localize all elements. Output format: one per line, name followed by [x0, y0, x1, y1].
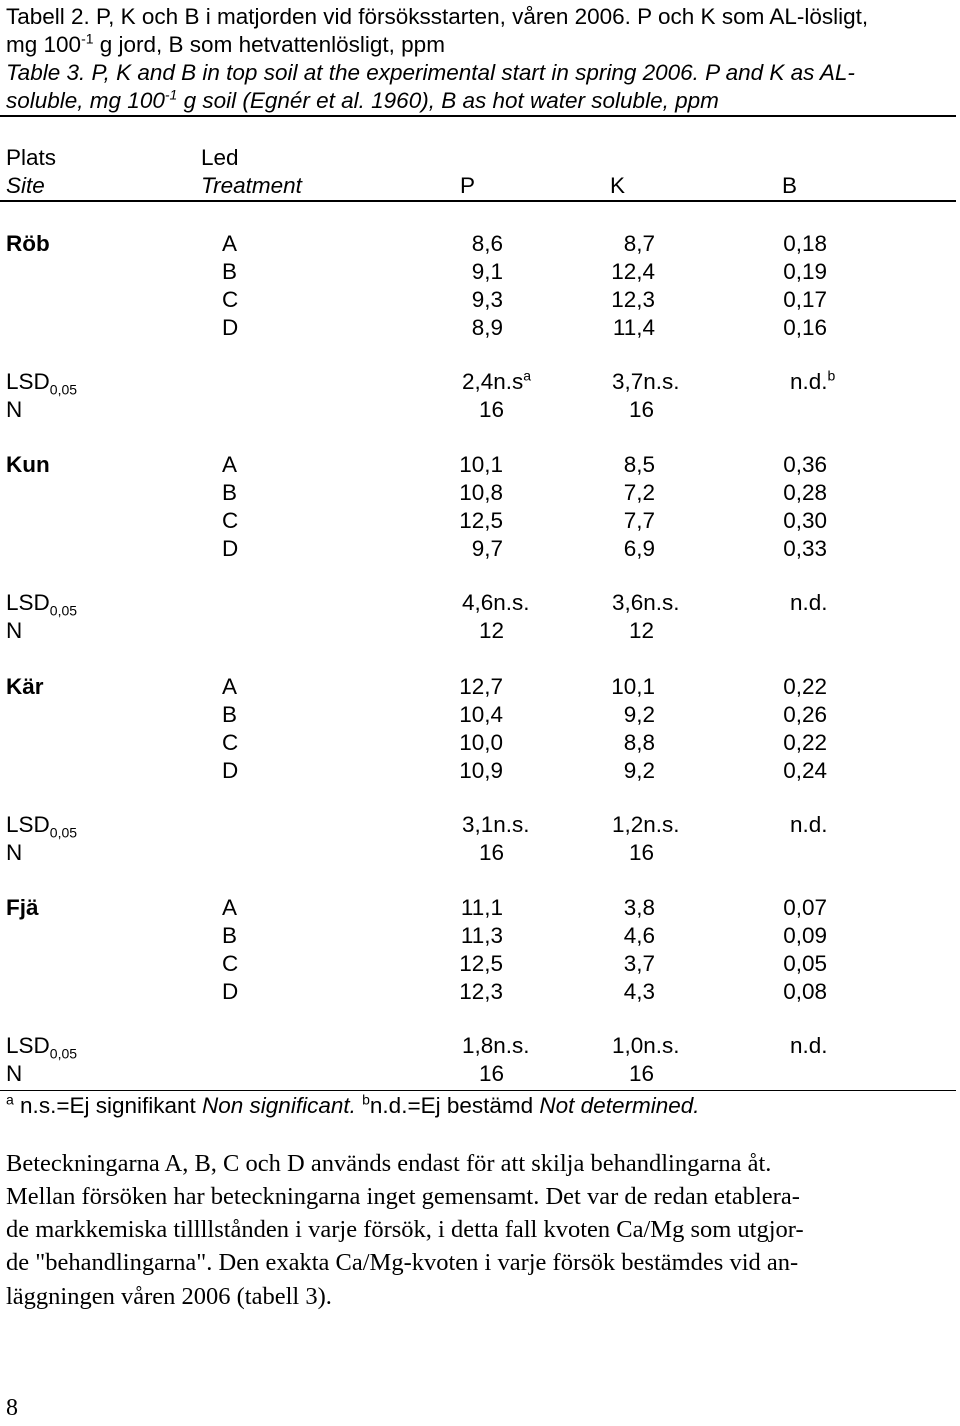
cell-b: 0,17	[783, 287, 827, 312]
n-p: 12	[479, 618, 505, 643]
treatment-label: B	[222, 259, 238, 284]
cell-p: 11,3	[460, 923, 503, 948]
cell-p: 12,7	[459, 674, 503, 699]
paragraph-line-4: de "behandlingarna". Den exakta Ca/Mg-kvoten i varje försök bestämdes vid an-	[6, 1249, 799, 1276]
cell-p: 9,7	[471, 536, 503, 561]
cell-b: 0,16	[783, 315, 827, 340]
cell-b: 0,36	[783, 452, 827, 477]
caption-en-line2: soluble, mg $100^{-1}$ g soil (Egnér et al. 1960), B as hot water soluble, ppm	[6, 86, 719, 113]
site-name: Röb	[6, 231, 50, 256]
cell-b: 0,30	[783, 508, 827, 533]
treatment-label: A	[222, 231, 238, 256]
cell-p: 9,3	[471, 287, 503, 312]
lsd-label: $LSD_{0,05}$	[6, 590, 78, 619]
footnote: $^a$ n.s.=Ej signifikant Non significant. $^b$n.d.=Ej bestämd Not determined.	[6, 1091, 700, 1118]
cell-b: 0,22	[783, 674, 827, 699]
treatment-label: D	[222, 979, 239, 1004]
paragraph-line-3: de markkemiska tillllstånden i varje försök, i detta fall kvoten Ca/Mg som utgjor-	[6, 1216, 804, 1243]
site-name: Kun	[6, 452, 50, 477]
cell-p: 12,5	[459, 508, 503, 533]
cell-k: 7,2	[623, 480, 655, 505]
lsd-b: n.d.	[790, 590, 828, 615]
caption-sv-line2: mg $100^{-1}$ g jord, B som hetvattenlösligt, ppm	[6, 30, 445, 57]
bottom-rule	[0, 1090, 956, 1091]
cell-k: 10,1	[611, 674, 655, 699]
treatment-label: A	[222, 895, 238, 920]
treatment-label: C	[222, 730, 239, 755]
cell-p: 10,8	[459, 480, 503, 505]
cell-b: 0,08	[783, 979, 827, 1004]
cell-k: 12,4	[611, 259, 655, 284]
cell-k: 3,7	[623, 951, 655, 976]
cell-p: 10,9	[459, 758, 503, 783]
n-label: N	[6, 1061, 23, 1086]
n-p: 16	[479, 1061, 505, 1086]
caption-sv-line1: Tabell 2. P, K och B i matjorden vid försöksstarten, våren 2006. P och K som AL-lösligt,	[6, 4, 869, 29]
treatment-label: B	[222, 480, 238, 505]
n-p: 16	[479, 397, 505, 422]
header-treatment-en: Treatment	[201, 173, 302, 198]
top-rule	[0, 115, 956, 117]
cell-b: 0,24	[783, 758, 827, 783]
cell-p: 11,1	[460, 895, 503, 920]
cell-p: 12,5	[459, 951, 503, 976]
header-k: K	[610, 173, 626, 198]
cell-b: 0,07	[783, 895, 827, 920]
lsd-k: 1,2n.s.	[612, 812, 680, 837]
header-b: B	[782, 173, 798, 198]
lsd-p: 3,1n.s.	[462, 812, 530, 837]
treatment-label: B	[222, 702, 238, 727]
cell-k: 4,3	[623, 979, 655, 1004]
treatment-label: D	[222, 536, 239, 561]
cell-k: 9,2	[623, 758, 655, 783]
lsd-p: 1,8n.s.	[462, 1033, 530, 1058]
cell-k: 12,3	[611, 287, 655, 312]
lsd-p: 4,6n.s.	[462, 590, 530, 615]
lsd-b: n.d.$^b$	[790, 367, 836, 394]
lsd-k: 3,7n.s.	[612, 369, 680, 394]
header-site-en: Site	[6, 173, 45, 198]
cell-b: 0,19	[783, 259, 827, 284]
cell-b: 0,18	[783, 231, 827, 256]
cell-p: 12,3	[459, 979, 503, 1004]
header-treatment-sv: Led	[201, 145, 239, 170]
page-number: 8	[6, 1395, 18, 1421]
lsd-label: $LSD_{0,05}$	[6, 1033, 78, 1062]
paragraph-line-1: Beteckningarna A, B, C och D används endast för att skilja behandlingarna åt.	[6, 1150, 772, 1177]
n-label: N	[6, 397, 23, 422]
cell-p: 9,1	[471, 259, 503, 284]
cell-k: 4,6	[623, 923, 655, 948]
lsd-p: $2,4n.s^a$	[462, 367, 532, 394]
cell-b: 0,26	[783, 702, 827, 727]
treatment-label: B	[222, 923, 238, 948]
cell-k: 8,7	[623, 231, 655, 256]
n-k: 16	[629, 1061, 655, 1086]
cell-b: 0,05	[783, 951, 827, 976]
treatment-label: C	[222, 951, 239, 976]
cell-p: 8,9	[471, 315, 503, 340]
n-k: 16	[629, 397, 655, 422]
lsd-k: 1,0n.s.	[612, 1033, 680, 1058]
treatment-label: A	[222, 674, 238, 699]
lsd-b: n.d.	[790, 812, 828, 837]
caption-en-line1: Table 3. P, K and B in top soil at the experimental start in spring 2006. P and K as AL-	[6, 60, 855, 85]
treatment-label: D	[222, 758, 239, 783]
cell-k: 7,7	[623, 508, 655, 533]
site-name: Fjä	[6, 895, 39, 920]
site-name: Kär	[6, 674, 44, 699]
treatment-label: A	[222, 452, 238, 477]
treatment-label: C	[222, 508, 239, 533]
cell-p: 8,6	[471, 231, 503, 256]
n-label: N	[6, 618, 23, 643]
treatment-label: D	[222, 315, 239, 340]
cell-b: 0,22	[783, 730, 827, 755]
cell-b: 0,33	[783, 536, 827, 561]
lsd-label: $LSD_{0,05}$	[6, 369, 78, 398]
n-label: N	[6, 840, 23, 865]
cell-k: 11,4	[612, 315, 655, 340]
n-k: 12	[629, 618, 655, 643]
cell-k: 8,5	[623, 452, 655, 477]
lsd-label: $LSD_{0,05}$	[6, 812, 78, 841]
cell-p: 10,0	[459, 730, 503, 755]
paragraph-line-5: läggningen våren 2006 (tabell 3).	[6, 1283, 332, 1310]
cell-p: 10,4	[459, 702, 503, 727]
cell-k: 8,8	[623, 730, 655, 755]
header-p: P	[460, 173, 476, 198]
cell-k: 3,8	[623, 895, 655, 920]
n-p: 16	[479, 840, 505, 865]
cell-p: 10,1	[459, 452, 503, 477]
cell-k: 9,2	[623, 702, 655, 727]
header-site-sv: Plats	[6, 145, 57, 170]
cell-b: 0,09	[783, 923, 827, 948]
n-k: 16	[629, 840, 655, 865]
lsd-k: 3,6n.s.	[612, 590, 680, 615]
lsd-b: n.d.	[790, 1033, 828, 1058]
cell-b: 0,28	[783, 480, 827, 505]
header-rule	[0, 200, 956, 202]
cell-k: 6,9	[623, 536, 655, 561]
treatment-label: C	[222, 287, 239, 312]
paragraph-line-2: Mellan försöken har beteckningarna inget gemensamt. Det var de redan etablera-	[6, 1183, 800, 1210]
